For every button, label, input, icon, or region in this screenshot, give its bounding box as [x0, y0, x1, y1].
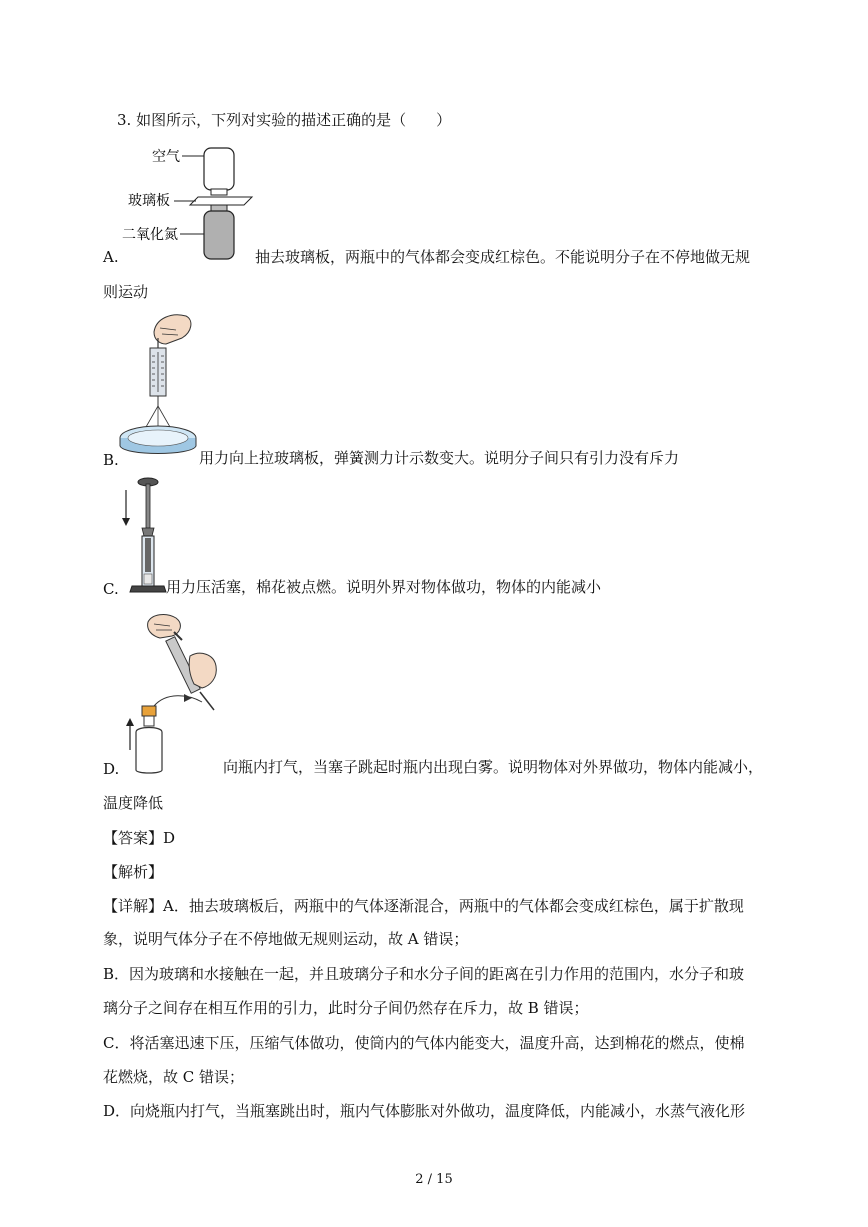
page-number: 2 / 15 — [415, 1172, 453, 1187]
option-d-text-line1: 向瓶内打气，当塞子跳起时瓶内出现白雾。说明物体对外界做功，物体内能减小， — [223, 758, 764, 776]
figure-c-fire-piston — [118, 474, 168, 598]
label-air: 空气 — [152, 149, 180, 165]
explanation-c-line2: 花燃烧，故 C 错误； — [103, 1068, 245, 1086]
explanation-b-line1: B．因为玻璃和水接触在一起，并且玻璃分子和水分子间的距离在引力作用的范围内，水分子和玻 — [103, 965, 745, 983]
option-d-text-line2: 温度降低 — [103, 794, 164, 812]
figure-d-pump-bottle — [118, 610, 228, 776]
label-nitrogen-dioxide: 二氧化氮 — [122, 227, 178, 243]
question-stem: 3. 如图所示，下列对实验的描述正确的是（ ） — [117, 111, 452, 129]
explanation-a-line2: 象，说明气体分子在不停地做无规则运动，故 A 错误； — [103, 930, 469, 948]
option-a-text-line1: 抽去玻璃板，两瓶中的气体都会变成红棕色。不能说明分子在不停地做无规 — [255, 248, 751, 266]
option-a-text-line2: 则运动 — [103, 283, 149, 301]
figure-b-spring-scale — [116, 310, 198, 462]
explanation-c-line1: C．将活塞迅速下压，压缩气体做功，使筒内的气体内能变大，温度升高，达到棉花的燃点，使棉 — [103, 1034, 745, 1052]
option-a-label: A. — [103, 248, 119, 266]
figure-a-diffusion — [118, 145, 258, 263]
option-b-label: B. — [103, 451, 119, 469]
explanation-b-line2: 璃分子之间存在相互作用的引力，此时分子间仍然存在斥力，故 B 错误； — [103, 999, 589, 1017]
answer: 【答案】D — [103, 829, 176, 847]
option-c-label: C. — [103, 580, 119, 598]
option-c-text: 用力压活塞，棉花被点燃。说明外界对物体做功，物体的内能减小 — [166, 578, 602, 596]
option-d-label: D. — [103, 760, 120, 778]
option-b-text: 用力向上拉玻璃板，弹簧测力计示数变大。说明分子间只有引力没有斥力 — [199, 449, 680, 467]
explanation-a-line1: 【详解】A．抽去玻璃板后，两瓶中的气体逐渐混合，两瓶中的气体都会变成红棕色，属于扩散现 — [103, 897, 744, 915]
explanation-d-line1: D．向烧瓶内打气，当瓶塞跳出时，瓶内气体膨胀对外做功，温度降低，内能减小，水蒸气液化形 — [103, 1102, 746, 1120]
label-glass-plate: 玻璃板 — [128, 193, 170, 209]
analysis-heading: 【解析】 — [103, 863, 164, 881]
